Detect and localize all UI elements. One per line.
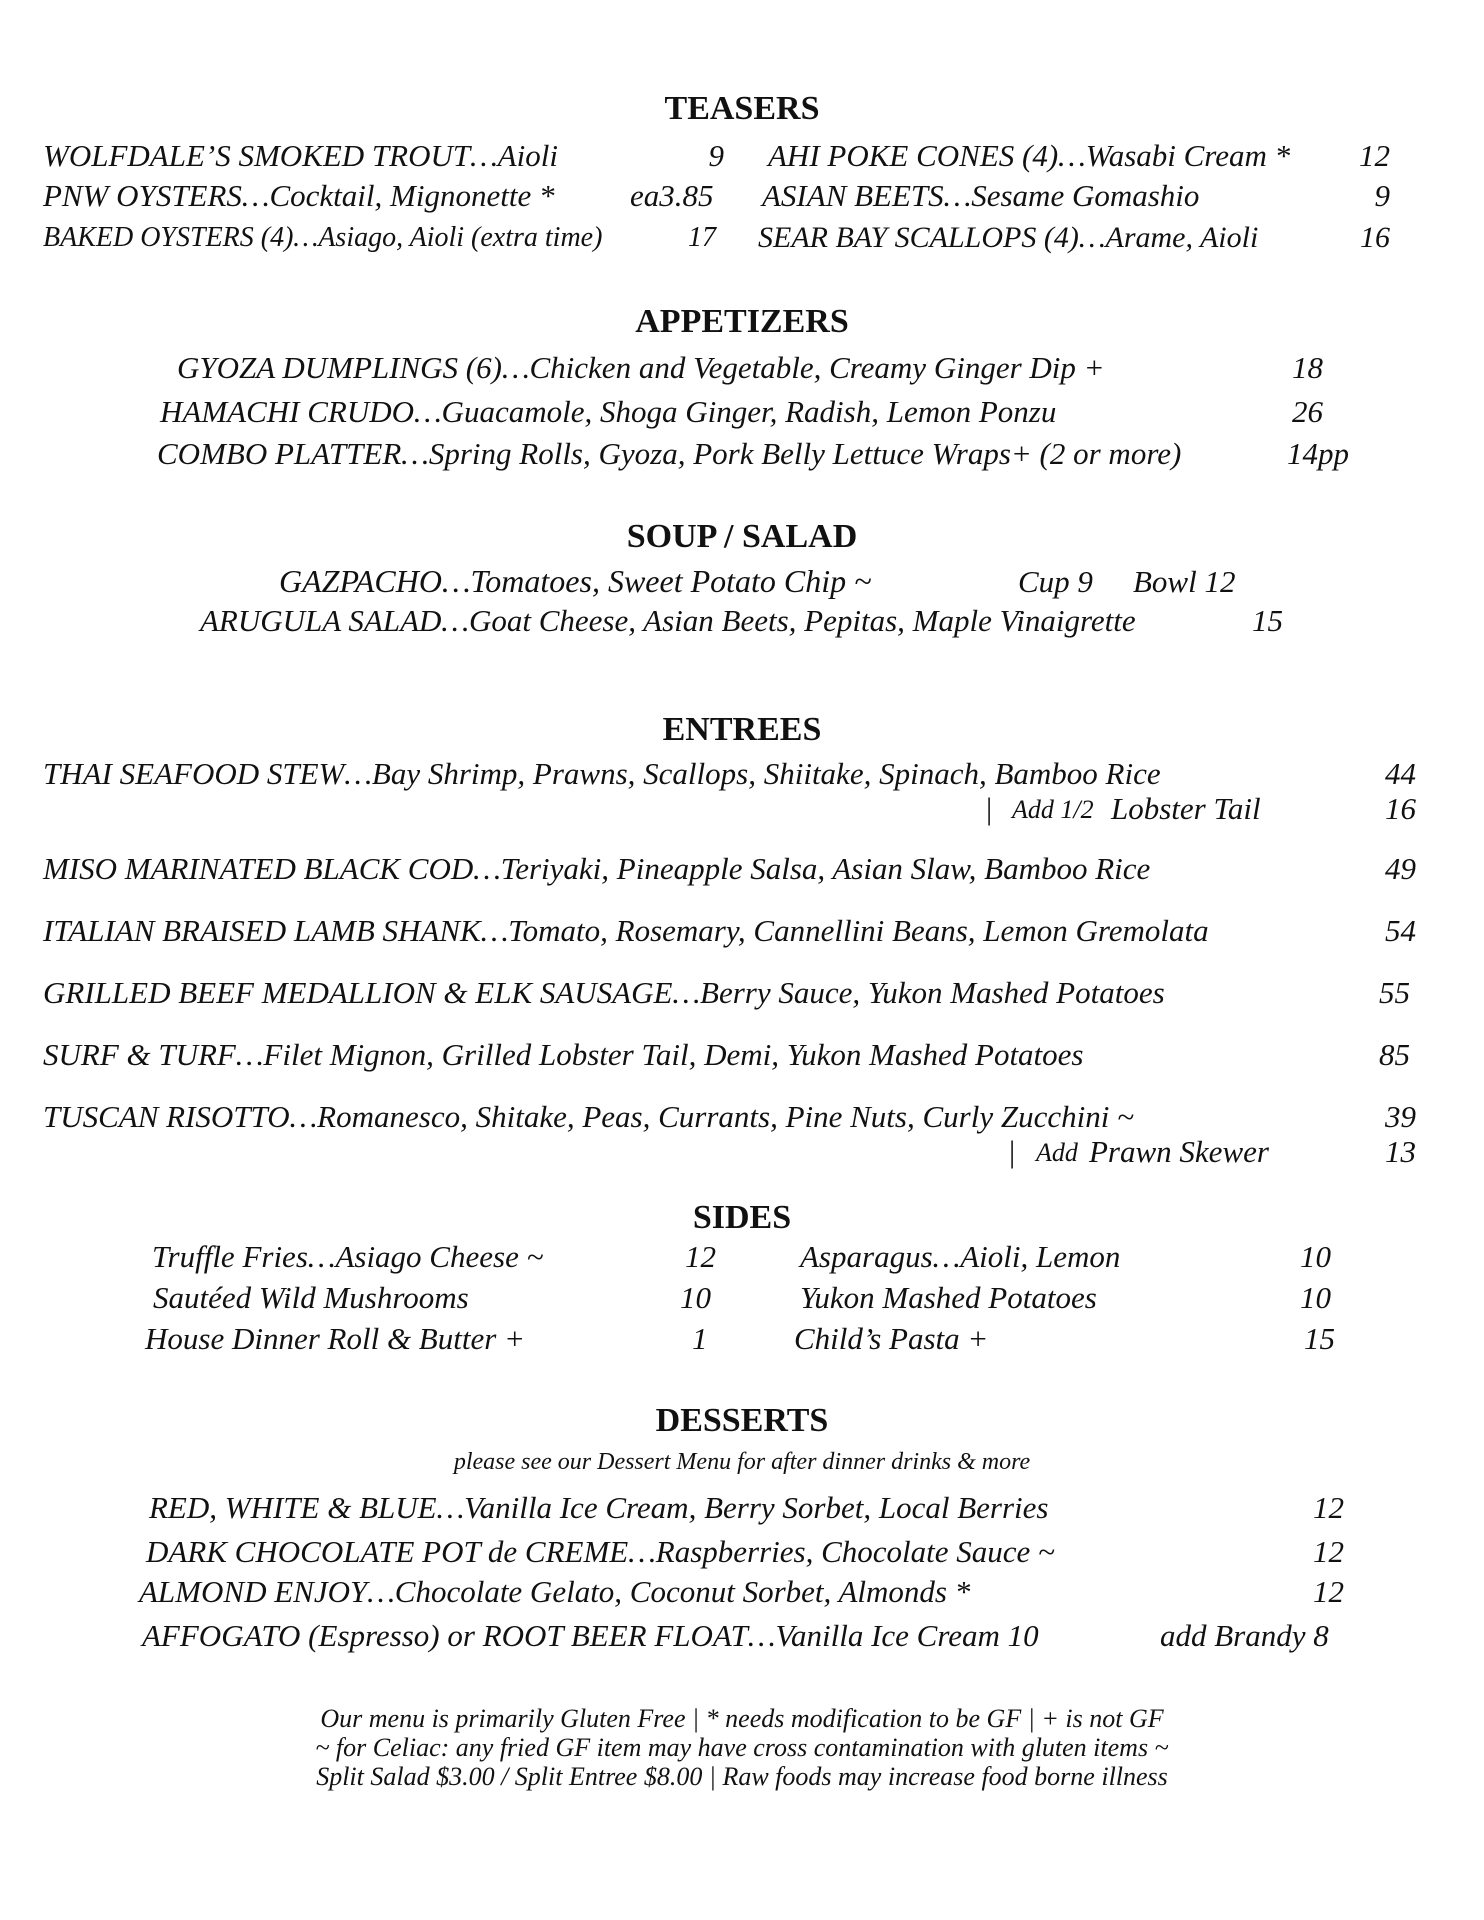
side-item-text: Truffle Fries…Asiago Cheese ~ (152, 1239, 544, 1274)
appetizers-heading: APPETIZERS (635, 303, 849, 340)
side-item-text: Child’s Pasta + (794, 1321, 989, 1356)
addon-prefix: Add 1/2 (1012, 795, 1094, 824)
soup-salad-heading: SOUP / SALAD (626, 518, 858, 555)
entree-item-text: GRILLED BEEF MEDALLION & ELK SAUSAGE…Berry Sauce, Yukon Mashed Potatoes (43, 975, 1165, 1010)
teaser-item-text: SEAR BAY SCALLOPS (4)…Arame, Aioli (758, 221, 1259, 254)
addon-price: 16 (1385, 791, 1416, 826)
teaser-item-price: ea3.85 (630, 178, 714, 213)
appetizer-item-text: HAMACHI CRUDO…Guacamole, Shoga Ginger, Radish, Lemon Ponzu (160, 394, 1057, 429)
side-item-price: 10 (1300, 1280, 1331, 1315)
entree-item-price: 85 (1379, 1037, 1410, 1072)
entree-item-price: 55 (1379, 975, 1410, 1010)
teaser-item-text: PNW OYSTERS…Cocktail, Mignonette * (43, 178, 555, 213)
teaser-item-price: 16 (1360, 221, 1390, 254)
dessert-item-text: ALMOND ENJOY…Chocolate Gelato, Coconut Sorbet, Almonds * (139, 1574, 971, 1609)
side-item-price: 1 (692, 1321, 708, 1356)
dessert-item-text: RED, WHITE & BLUE…Vanilla Ice Cream, Berry Sorbet, Local Berries (149, 1490, 1049, 1525)
teaser-item-text: WOLFDALE’S SMOKED TROUT…Aioli (43, 138, 558, 173)
addon-price: 13 (1385, 1134, 1416, 1169)
entree-item-price: 39 (1385, 1099, 1416, 1134)
entree-item-text: MISO MARINATED BLACK COD…Teriyaki, Pineapple Salsa, Asian Slaw, Bamboo Rice (43, 851, 1151, 886)
teasers-heading: TEASERS (664, 90, 820, 127)
soup-cup-price: Cup 9 (1018, 564, 1093, 599)
teaser-item-price: 12 (1359, 138, 1390, 173)
dessert-item-text: DARK CHOCOLATE POT de CREME…Raspberries, Chocolate Sauce ~ (146, 1534, 1055, 1569)
side-item-price: 12 (685, 1239, 716, 1274)
entrees-heading: ENTREES (662, 711, 822, 748)
entree-item-text: TUSCAN RISOTTO…Romanesco, Shitake, Peas, Currants, Pine Nuts, Curly Zucchini ~ (43, 1099, 1134, 1134)
soup-item-text: GAZPACHO…Tomatoes, Sweet Potato Chip ~ (279, 563, 872, 599)
addon-divider: | (986, 791, 993, 826)
entree-item-price: 44 (1385, 756, 1416, 791)
dessert-item-price: 12 (1313, 1490, 1344, 1525)
entree-item-price: 54 (1385, 913, 1416, 948)
side-item-text: Asparagus…Aioli, Lemon (800, 1239, 1121, 1274)
teaser-item-text: BAKED OYSTERS (4)…Asiago, Aioli (extra time) (43, 222, 603, 253)
teaser-item-text: ASIAN BEETS…Sesame Gomashio (762, 178, 1200, 213)
side-item-text: House Dinner Roll & Butter + (145, 1321, 525, 1356)
teaser-item-text: AHI POKE CONES (4)…Wasabi Cream * (768, 138, 1291, 173)
teaser-item-price: 9 (708, 138, 724, 173)
appetizer-item-price: 14pp (1287, 436, 1349, 471)
entree-item-price: 49 (1385, 851, 1416, 886)
desserts-heading: DESSERTS (655, 1402, 829, 1439)
side-item-price: 10 (1300, 1239, 1331, 1274)
addon-text: Lobster Tail (1111, 791, 1261, 826)
dessert-item-price: 12 (1313, 1574, 1344, 1609)
side-item-text: Sautéed Wild Mushrooms (153, 1280, 469, 1315)
desserts-subheading: please see our Dessert Menu for after dinner drinks & more (453, 1449, 1031, 1475)
footer-celiac-note: ~ for Celiac: any fried GF item may have cross contamination with gluten items ~ (315, 1733, 1169, 1762)
dessert-item-price: 12 (1313, 1534, 1344, 1569)
dessert-item-text: AFFOGATO (Espresso) or ROOT BEER FLOAT…Vanilla Ice Cream 10 (142, 1618, 1039, 1653)
side-item-price: 10 (680, 1280, 711, 1315)
footer-gluten-note: Our menu is primarily Gluten Free | * needs modification to be GF | + is not GF (320, 1704, 1164, 1733)
side-item-price: 15 (1304, 1321, 1335, 1356)
addon-prefix: Add (1036, 1138, 1078, 1167)
appetizer-item-text: COMBO PLATTER…Spring Rolls, Gyoza, Pork Belly Lettuce Wraps+ (2 or more) (157, 436, 1182, 471)
salad-item-price: 15 (1252, 603, 1283, 638)
teaser-item-price: 17 (688, 222, 716, 253)
entree-item-text: ITALIAN BRAISED LAMB SHANK…Tomato, Rosemary, Cannellini Beans, Lemon Gremolata (43, 913, 1209, 948)
salad-item-text: ARUGULA SALAD…Goat Cheese, Asian Beets, Pepitas, Maple Vinaigrette (200, 603, 1136, 638)
appetizer-item-price: 26 (1292, 394, 1323, 429)
entree-item-text: THAI SEAFOOD STEW…Bay Shrimp, Prawns, Scallops, Shiitake, Spinach, Bamboo Rice (43, 756, 1161, 791)
appetizer-item-price: 18 (1292, 350, 1323, 385)
addon-divider: | (1009, 1134, 1016, 1169)
sides-heading: SIDES (692, 1199, 792, 1236)
appetizer-item-text: GYOZA DUMPLINGS (6)…Chicken and Vegetable, Creamy Ginger Dip + (177, 350, 1105, 385)
footer-split-note: Split Salad $3.00 / Split Entree $8.00 | Raw foods may increase food borne illness (316, 1762, 1168, 1791)
teaser-item-price: 9 (1374, 178, 1390, 213)
entree-item-text: SURF & TURF…Filet Mignon, Grilled Lobster Tail, Demi, Yukon Mashed Potatoes (43, 1037, 1084, 1072)
dessert-item-price: add Brandy 8 (1160, 1618, 1329, 1653)
addon-text: Prawn Skewer (1089, 1134, 1269, 1169)
soup-bowl-price: Bowl 12 (1133, 564, 1236, 599)
side-item-text: Yukon Mashed Potatoes (800, 1280, 1097, 1315)
